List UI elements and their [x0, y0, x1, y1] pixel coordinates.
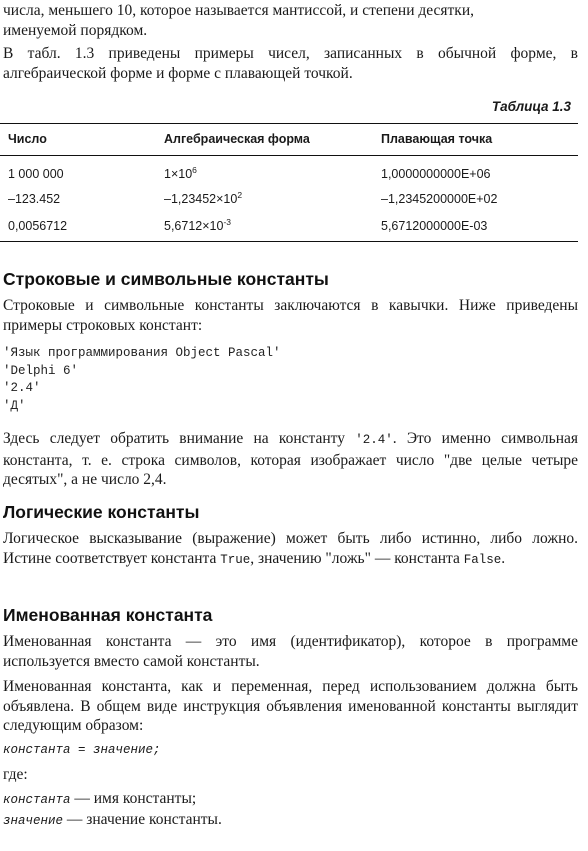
code-line: '2.4' [3, 381, 41, 395]
table-row [0, 187, 578, 213]
cell-floating: 1,0000000000E+06 [381, 166, 491, 181]
cell-algebraic: $-1,23452\times 10^2$ [164, 190, 243, 207]
string-constants-paragraph: Строковые и символьные константы заключаются в кавычки. Ниже приведены примеры строковых констант: [3, 297, 578, 334]
cell-number: –123.452 [8, 192, 61, 207]
code-line: 'Язык программирования Object Pascal' [3, 346, 281, 360]
cell-algebraic: $1\times 10^6$ [164, 164, 197, 181]
table-header-row [0, 124, 578, 156]
header-number: Число [0, 124, 156, 156]
code-line: 'Д' [3, 398, 26, 413]
header-floating: Плавающая точка [373, 124, 578, 156]
cell-floating: –1,2345200000E+02 [381, 192, 498, 207]
intro-line-2: именуемой порядком. [3, 21, 148, 39]
logical-constants-paragraph: Логическое высказывание (выражение) может быть либо истинно, либо ложно. Истине соответствует константа True, значению "ложь" — константа False. [3, 530, 578, 567]
intro-paragraph [3, 1, 578, 40]
table-row [0, 156, 578, 188]
definition-value: значение — значение константы. [3, 811, 222, 828]
named-constant-paragraph-2: Именованная константа, как и переменная, перед использованием должна быть объявлена. В общем виде инструкция объявления именованной константы выглядит следующим образом: [3, 678, 578, 734]
intro-line-1: числа, меньшего 10, которое называется мантиссой, и степени десятки, [3, 2, 475, 19]
code-line: 'Delphi 6' [3, 363, 79, 378]
cell-floating: 5,6712000000E-03 [373, 213, 578, 242]
heading-logical-constants: Логические константы [3, 502, 200, 522]
heading-string-constants: Строковые и символьные константы [3, 269, 329, 289]
table-reference-paragraph: В табл. 1.3 приведены примеры чисел, записанных в обычной форме, в алгебраической форме и форме с плавающей точкой. [3, 45, 578, 82]
true-keyword: True [220, 552, 251, 567]
where-label: где: [3, 766, 28, 783]
string-constants-code [3, 345, 281, 415]
definition-constant: константа — имя константы; [3, 790, 197, 807]
cell-algebraic: $5,6712\times 10^{-3}$ [156, 213, 373, 242]
header-algebraic: Алгебраическая форма [156, 124, 373, 156]
string-note-paragraph: Здесь следует обратить внимание на константу '2.4'. Это именно символьная константа, т. е. строка символов, которая изображает число "две целые четыре десятых", а не число 2,4. [3, 430, 578, 488]
declaration-syntax: константа = значение; [3, 743, 161, 757]
numbers-table [0, 123, 578, 242]
table-caption: Таблица 1.3 [491, 99, 571, 114]
false-keyword: False [463, 552, 502, 567]
cell-number: 0,0056712 [0, 213, 156, 242]
heading-named-constant: Именованная константа [3, 605, 213, 625]
inline-code: '2.4' [355, 433, 393, 447]
named-constant-paragraph-1: Именованная константа — это имя (идентификатор), которое в программе используется вместо самой константы. [3, 633, 578, 670]
table-row [0, 213, 578, 242]
cell-number: 1 000 000 [8, 166, 64, 181]
